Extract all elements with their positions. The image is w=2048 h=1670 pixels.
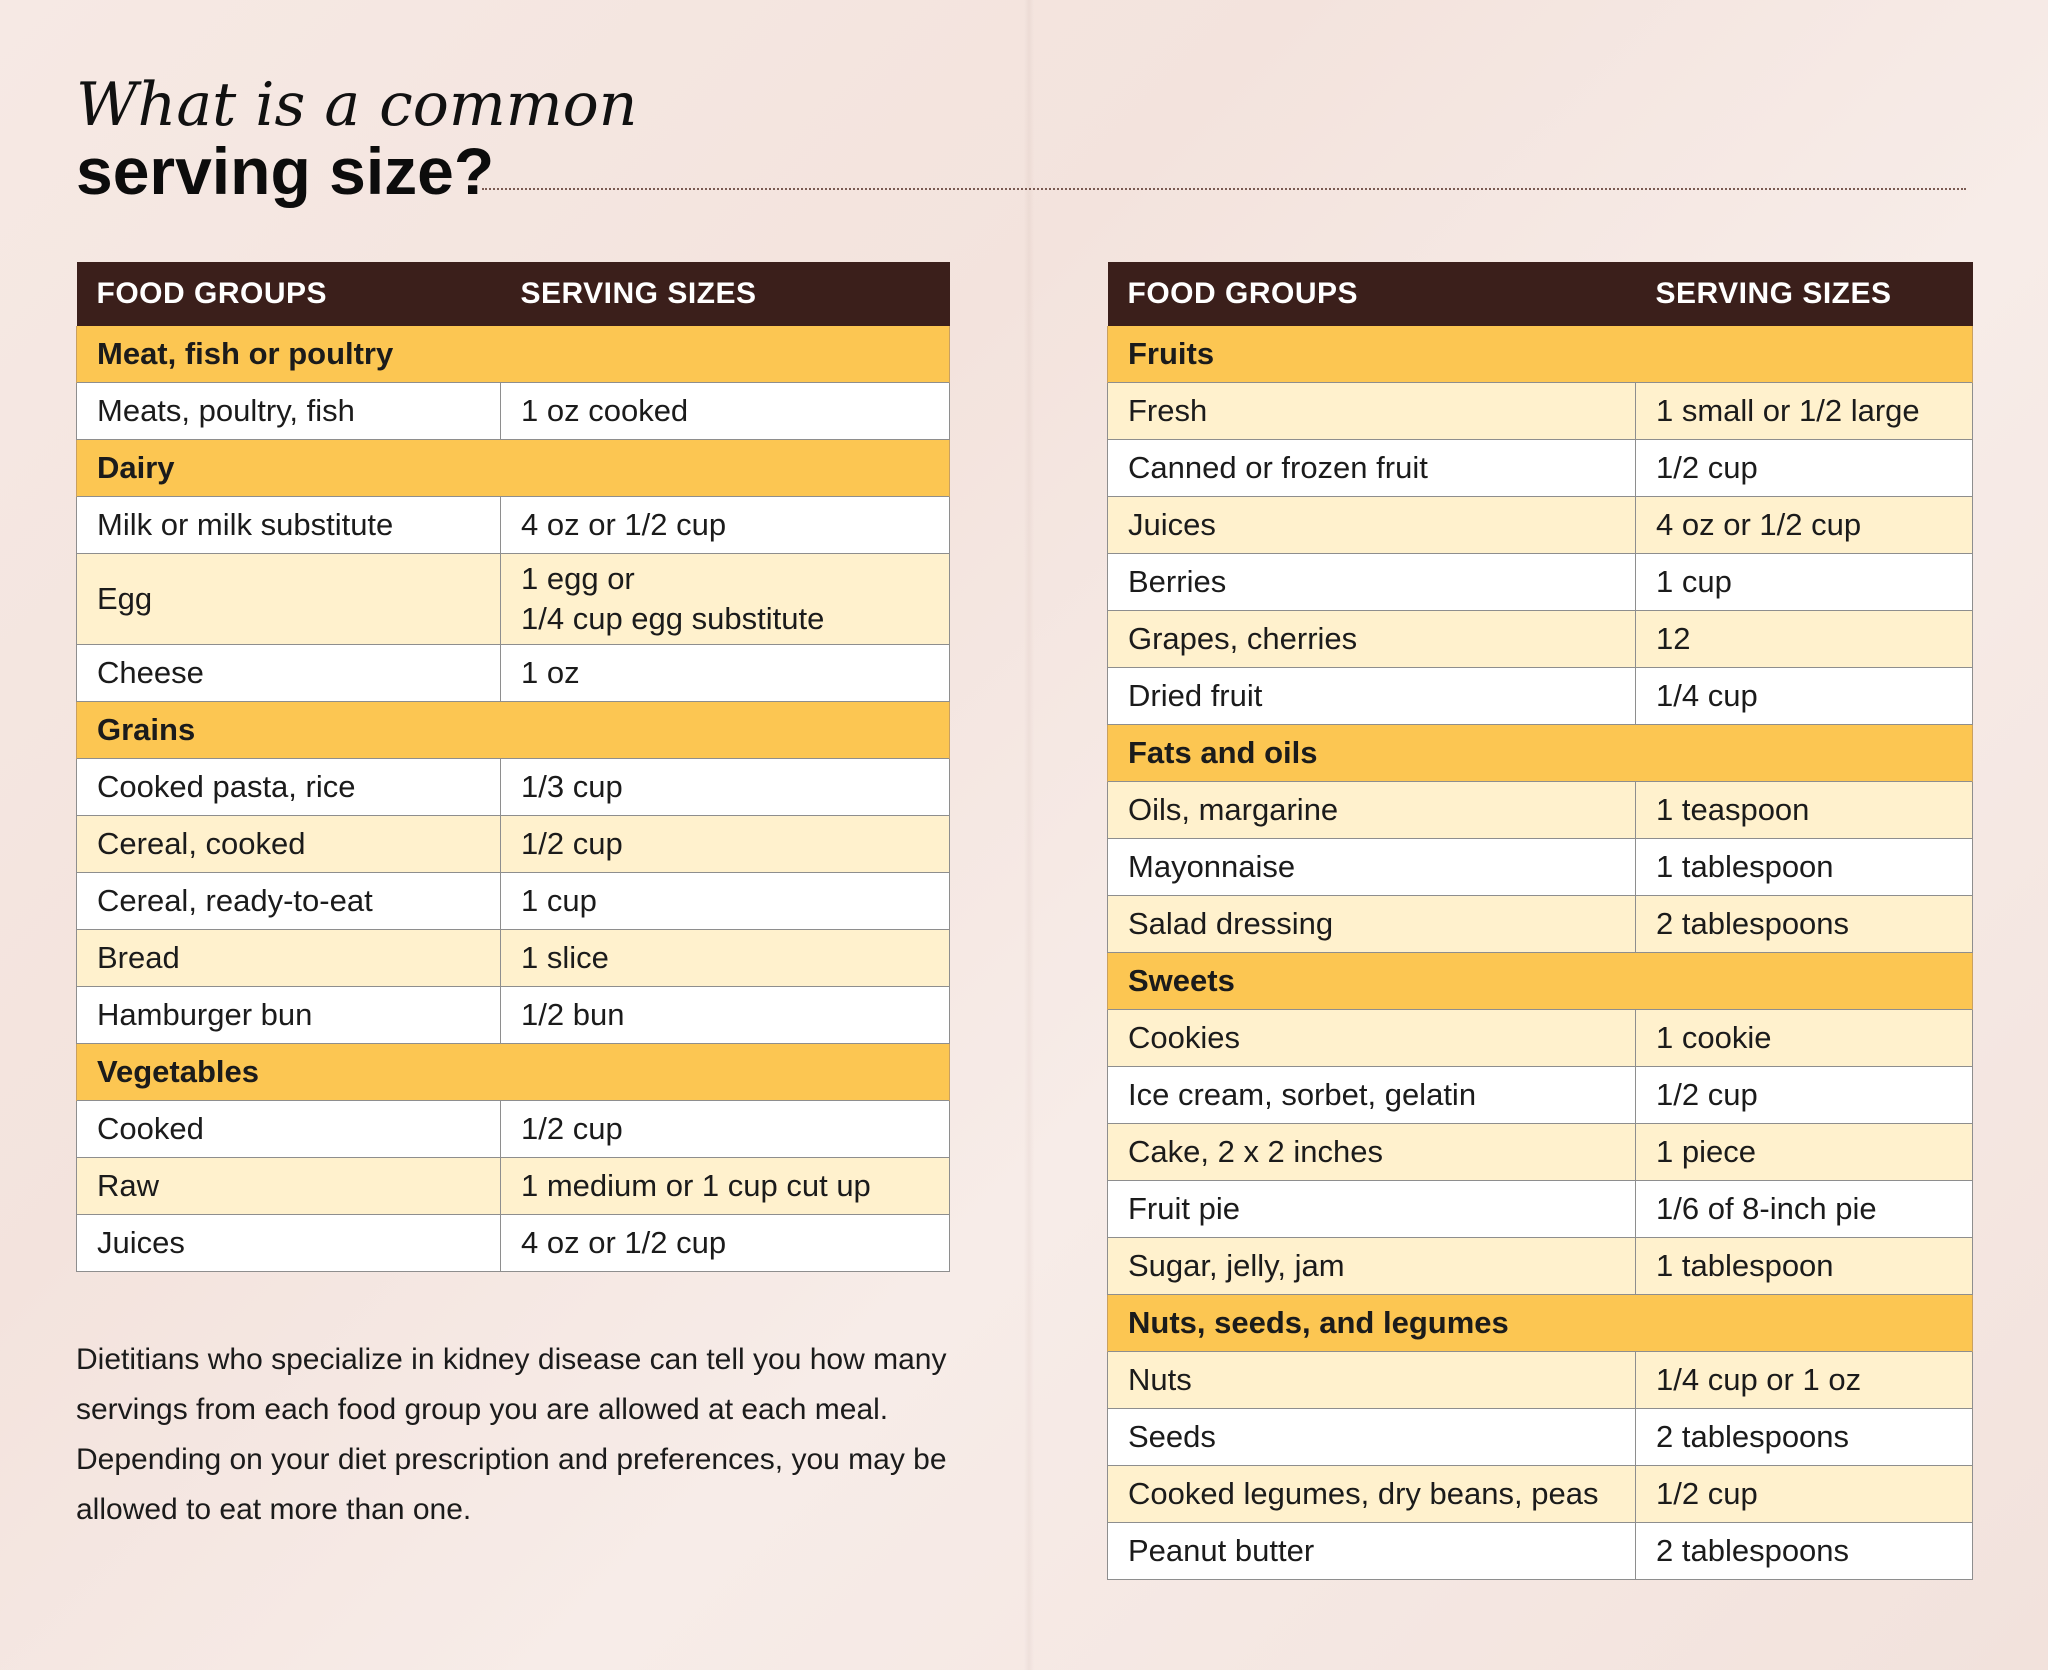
food-cell: Hamburger bun xyxy=(77,987,501,1044)
title-line-2: serving size? xyxy=(76,134,495,208)
food-cell: Fruit pie xyxy=(1108,1181,1636,1238)
group-row-vegetables xyxy=(77,1044,950,1101)
size-cell: 1 medium or 1 cup cut up xyxy=(501,1158,950,1215)
food-cell: Juices xyxy=(77,1215,501,1272)
title-dotted-rule xyxy=(482,188,1966,190)
size-cell: 1 teaspoon xyxy=(1636,782,1973,839)
food-cell: Seeds xyxy=(1108,1409,1636,1466)
size-cell: 4 oz or 1/2 cup xyxy=(501,1215,950,1272)
group-label: Vegetables xyxy=(77,1044,950,1101)
food-cell: Cake, 2 x 2 inches xyxy=(1108,1124,1636,1181)
size-cell: 4 oz or 1/2 cup xyxy=(1636,497,1973,554)
size-line-2: 1/4 cup egg substitute xyxy=(521,601,825,636)
food-cell: Grapes, cherries xyxy=(1108,611,1636,668)
table-row xyxy=(1108,1124,1973,1181)
food-cell: Ice cream, sorbet, gelatin xyxy=(1108,1067,1636,1124)
size-line-1: 1 egg or xyxy=(521,561,635,596)
size-cell: 1/3 cup xyxy=(501,759,950,816)
group-label: Nuts, seeds, and legumes xyxy=(1108,1295,1973,1352)
header-serving-sizes: SERVING SIZES xyxy=(1636,262,1973,326)
table-row xyxy=(1108,1181,1973,1238)
size-cell: 2 tablespoons xyxy=(1636,1409,1973,1466)
serving-table-right xyxy=(1107,262,1973,1580)
table-row xyxy=(1108,1238,1973,1295)
size-cell: 1 oz xyxy=(501,645,950,702)
table-row xyxy=(1108,1466,1973,1523)
food-cell: Sugar, jelly, jam xyxy=(1108,1238,1636,1295)
group-row-fruits xyxy=(1108,326,1973,383)
table-row xyxy=(77,873,950,930)
table-row xyxy=(1108,497,1973,554)
food-cell: Egg xyxy=(77,554,501,645)
table-row xyxy=(1108,440,1973,497)
table-row xyxy=(77,1158,950,1215)
group-label: Grains xyxy=(77,702,950,759)
table-row xyxy=(1108,1067,1973,1124)
size-cell: 1 tablespoon xyxy=(1636,839,1973,896)
food-cell: Canned or frozen fruit xyxy=(1108,440,1636,497)
table-row xyxy=(1108,1352,1973,1409)
size-cell: 1 cup xyxy=(1636,554,1973,611)
table-row xyxy=(1108,668,1973,725)
table-header-row xyxy=(1108,262,1973,326)
size-cell: 1/4 cup or 1 oz xyxy=(1636,1352,1973,1409)
header-food-groups: FOOD GROUPS xyxy=(77,262,501,326)
table-row xyxy=(77,930,950,987)
group-label: Fruits xyxy=(1108,326,1973,383)
food-cell: Fresh xyxy=(1108,383,1636,440)
size-cell: 2 tablespoons xyxy=(1636,1523,1973,1580)
table-row xyxy=(77,1101,950,1158)
size-cell: 1 tablespoon xyxy=(1636,1238,1973,1295)
table-row xyxy=(77,1215,950,1272)
table-row xyxy=(1108,1010,1973,1067)
table-row xyxy=(1108,839,1973,896)
food-cell: Cooked pasta, rice xyxy=(77,759,501,816)
group-row-dairy xyxy=(77,440,950,497)
page-fold xyxy=(1024,0,1034,1670)
size-cell: 1/2 bun xyxy=(501,987,950,1044)
food-cell: Oils, margarine xyxy=(1108,782,1636,839)
food-cell: Raw xyxy=(77,1158,501,1215)
food-cell: Cereal, cooked xyxy=(77,816,501,873)
size-cell: 1/2 cup xyxy=(1636,440,1973,497)
size-cell: 1 cup xyxy=(501,873,950,930)
group-label: Meat, fish or poultry xyxy=(77,326,950,383)
size-cell: 1/2 cup xyxy=(501,1101,950,1158)
table-row xyxy=(77,987,950,1044)
size-cell: 12 xyxy=(1636,611,1973,668)
group-label: Fats and oils xyxy=(1108,725,1973,782)
header-food-groups: FOOD GROUPS xyxy=(1108,262,1636,326)
size-cell: 1 oz cooked xyxy=(501,383,950,440)
group-row-grains xyxy=(77,702,950,759)
food-cell: Mayonnaise xyxy=(1108,839,1636,896)
food-cell: Milk or milk substitute xyxy=(77,497,501,554)
size-cell: 4 oz or 1/2 cup xyxy=(501,497,950,554)
title-line-1: What is a common xyxy=(76,70,638,140)
group-row-nuts-seeds-legumes xyxy=(1108,1295,1973,1352)
table-row xyxy=(1108,782,1973,839)
table-row xyxy=(77,497,950,554)
food-cell: Cereal, ready-to-eat xyxy=(77,873,501,930)
table-row xyxy=(77,759,950,816)
food-cell: Cheese xyxy=(77,645,501,702)
table-row xyxy=(1108,611,1973,668)
size-cell: 2 tablespoons xyxy=(1636,896,1973,953)
table-header-row xyxy=(77,262,950,326)
serving-table-left xyxy=(76,262,950,1272)
table-row xyxy=(1108,896,1973,953)
size-cell: 1/2 cup xyxy=(1636,1466,1973,1523)
size-cell: 1 small or 1/2 large xyxy=(1636,383,1973,440)
group-row-meat xyxy=(77,326,950,383)
size-cell: 1/6 of 8-inch pie xyxy=(1636,1181,1973,1238)
table-row xyxy=(1108,1523,1973,1580)
group-row-fats-oils xyxy=(1108,725,1973,782)
food-cell: Cookies xyxy=(1108,1010,1636,1067)
size-cell xyxy=(501,554,950,645)
food-cell: Berries xyxy=(1108,554,1636,611)
size-cell: 1/4 cup xyxy=(1636,668,1973,725)
food-cell: Juices xyxy=(1108,497,1636,554)
table-row xyxy=(1108,1409,1973,1466)
table-row xyxy=(77,645,950,702)
group-label: Sweets xyxy=(1108,953,1973,1010)
table-row xyxy=(77,383,950,440)
group-label: Dairy xyxy=(77,440,950,497)
table-row xyxy=(1108,383,1973,440)
size-cell: 1 slice xyxy=(501,930,950,987)
food-cell: Dried fruit xyxy=(1108,668,1636,725)
page-title xyxy=(76,70,1966,208)
food-cell: Peanut butter xyxy=(1108,1523,1636,1580)
size-cell: 1/2 cup xyxy=(501,816,950,873)
size-cell: 1 piece xyxy=(1636,1124,1973,1181)
food-cell: Meats, poultry, fish xyxy=(77,383,501,440)
header-serving-sizes: SERVING SIZES xyxy=(501,262,950,326)
food-cell: Salad dressing xyxy=(1108,896,1636,953)
food-cell: Nuts xyxy=(1108,1352,1636,1409)
food-cell: Bread xyxy=(77,930,501,987)
food-cell: Cooked legumes, dry beans, peas xyxy=(1108,1466,1636,1523)
group-row-sweets xyxy=(1108,953,1973,1010)
size-cell: 1 cookie xyxy=(1636,1010,1973,1067)
size-cell: 1/2 cup xyxy=(1636,1067,1973,1124)
footnote-paragraph: Dietitians who specialize in kidney disease can tell you how many servings from each food group you are allowed at each meal. Depending on your diet prescription and preferences, you may be allowed to eat more than one. xyxy=(76,1343,947,1526)
table-row xyxy=(77,816,950,873)
food-cell: Cooked xyxy=(77,1101,501,1158)
table-row xyxy=(1108,554,1973,611)
table-row xyxy=(77,554,950,645)
